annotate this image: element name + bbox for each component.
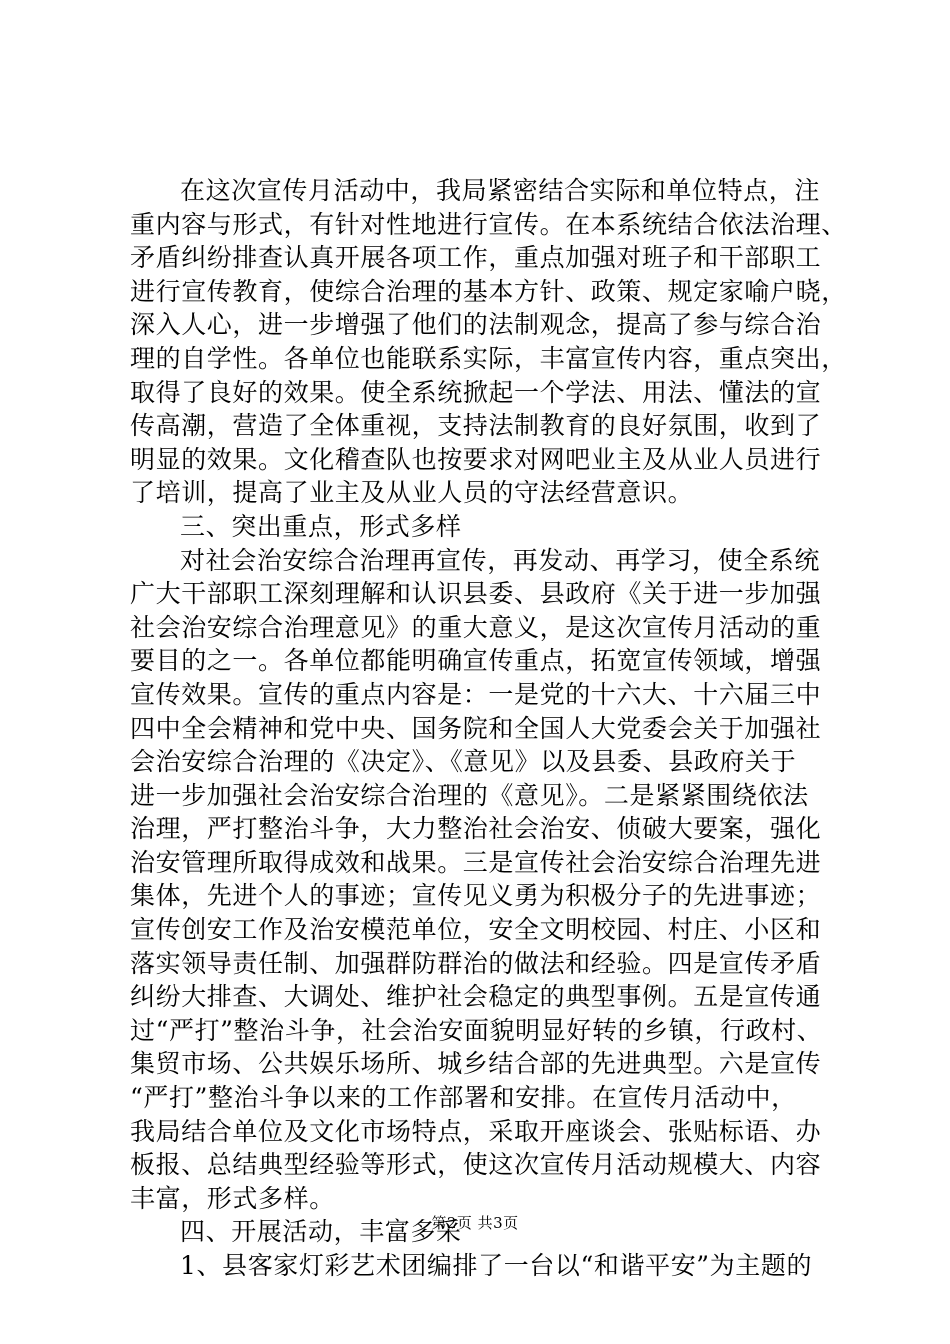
text-line: 丰富，形式多样。 (130, 1183, 335, 1213)
text-line: 落实领导责任制、加强群防群治的做法和经验。四是宣传矛盾 (130, 948, 822, 978)
text-line: 四中全会精神和党中央、国务院和全国人大党委会关于加强社 (130, 713, 822, 743)
text-line: 取得了良好的效果。使全系统掀起一个学法、用法、懂法的宣 (130, 377, 822, 407)
text-line: 集体，先进个人的事迹；宣传见义勇为积极分子的先进事迹； (130, 881, 822, 911)
text-line: 了培训，提高了业主及从业人员的守法经营意识。 (130, 478, 694, 508)
text-line: “严打”整治斗争以来的工作部署和安排。在宣传月活动中， (130, 1083, 797, 1113)
text-line: 进一步加强社会治安综合治理的《意见》。二是紧紧围绕依法 (130, 780, 809, 810)
text-line: 过“严打”整治斗争，社会治安面貌明显好转的乡镇，行政村、 (130, 1015, 823, 1045)
text-line: 要目的之一。各单位都能明确宣传重点，拓宽宣传领域，增强 (130, 646, 822, 676)
page-number-footer: 第2页 共3页 (431, 1214, 519, 1232)
text-line: 在这次宣传月活动中，我局紧密结合实际和单位特点，注 (180, 176, 821, 205)
text-line: 宣传效果。宣传的重点内容是：一是党的十六大、十六届三中 (130, 679, 822, 709)
text-line: 进行宣传教育，使综合治理的基本方针、政策、规定家喻户晓， (130, 276, 847, 306)
text-line: 明显的效果。文化稽查队也按要求对网吧业主及从业人员进行 (130, 444, 822, 474)
section-heading: 四、开展活动，丰富多采 (180, 1217, 462, 1247)
text-line: 矛盾纠纷排查认真开展各项工作，重点加强对班子和干部职工 (130, 243, 822, 273)
text-line: 深入人心，进一步增强了他们的法制观念，提高了参与综合治 (130, 310, 822, 340)
text-line: 治理，严打整治斗争，大力整治社会治安、侦破大要案，强化 (130, 814, 822, 844)
text-line: 纠纷大排查、大调处、维护社会稳定的典型事例。五是宣传通 (130, 982, 822, 1012)
text-line: 传高潮，营造了全体重视，支持法制教育的良好氛围，收到了 (130, 411, 822, 441)
text-line: 集贸市场、公共娱乐场所、城乡结合部的先进典型。六是宣传 (130, 1049, 822, 1079)
text-line: 我局结合单位及文化市场特点，采取开座谈会、张贴标语、办 (130, 1116, 822, 1146)
text-line: 治安管理所取得成效和战果。三是宣传社会治安综合治理先进 (130, 847, 822, 877)
text-line: 理的自学性。各单位也能联系实际，丰富宣传内容，重点突出， (130, 343, 847, 373)
text-line: 宣传创安工作及治安模范单位，安全文明校园、村庄、小区和 (130, 915, 822, 945)
text-line: 对社会治安综合治理再宣传，再发动、再学习，使全系统 (180, 545, 821, 575)
section-heading: 三、突出重点，形式多样 (180, 511, 462, 541)
text-line: 广大干部职工深刻理解和认识县委、县政府《关于进一步加强 (130, 579, 822, 609)
text-line: 重内容与形式，有针对性地进行宣传。在本系统结合依法治理、 (130, 209, 847, 239)
text-line: 社会治安综合治理意见》的重大意义，是这次宣传月活动的重 (130, 612, 822, 642)
document-body (130, 174, 847, 1283)
text-line: 会治安综合治理的《决定》、《意见》以及县委、县政府关于 (130, 747, 797, 777)
text-line: 1、县客家灯彩艺术团编排了一台以“和谐平安”为主题的 (180, 1251, 813, 1280)
text-line: 板报、总结典型经验等形式，使这次宣传月活动规模大、内容 (130, 1150, 822, 1180)
